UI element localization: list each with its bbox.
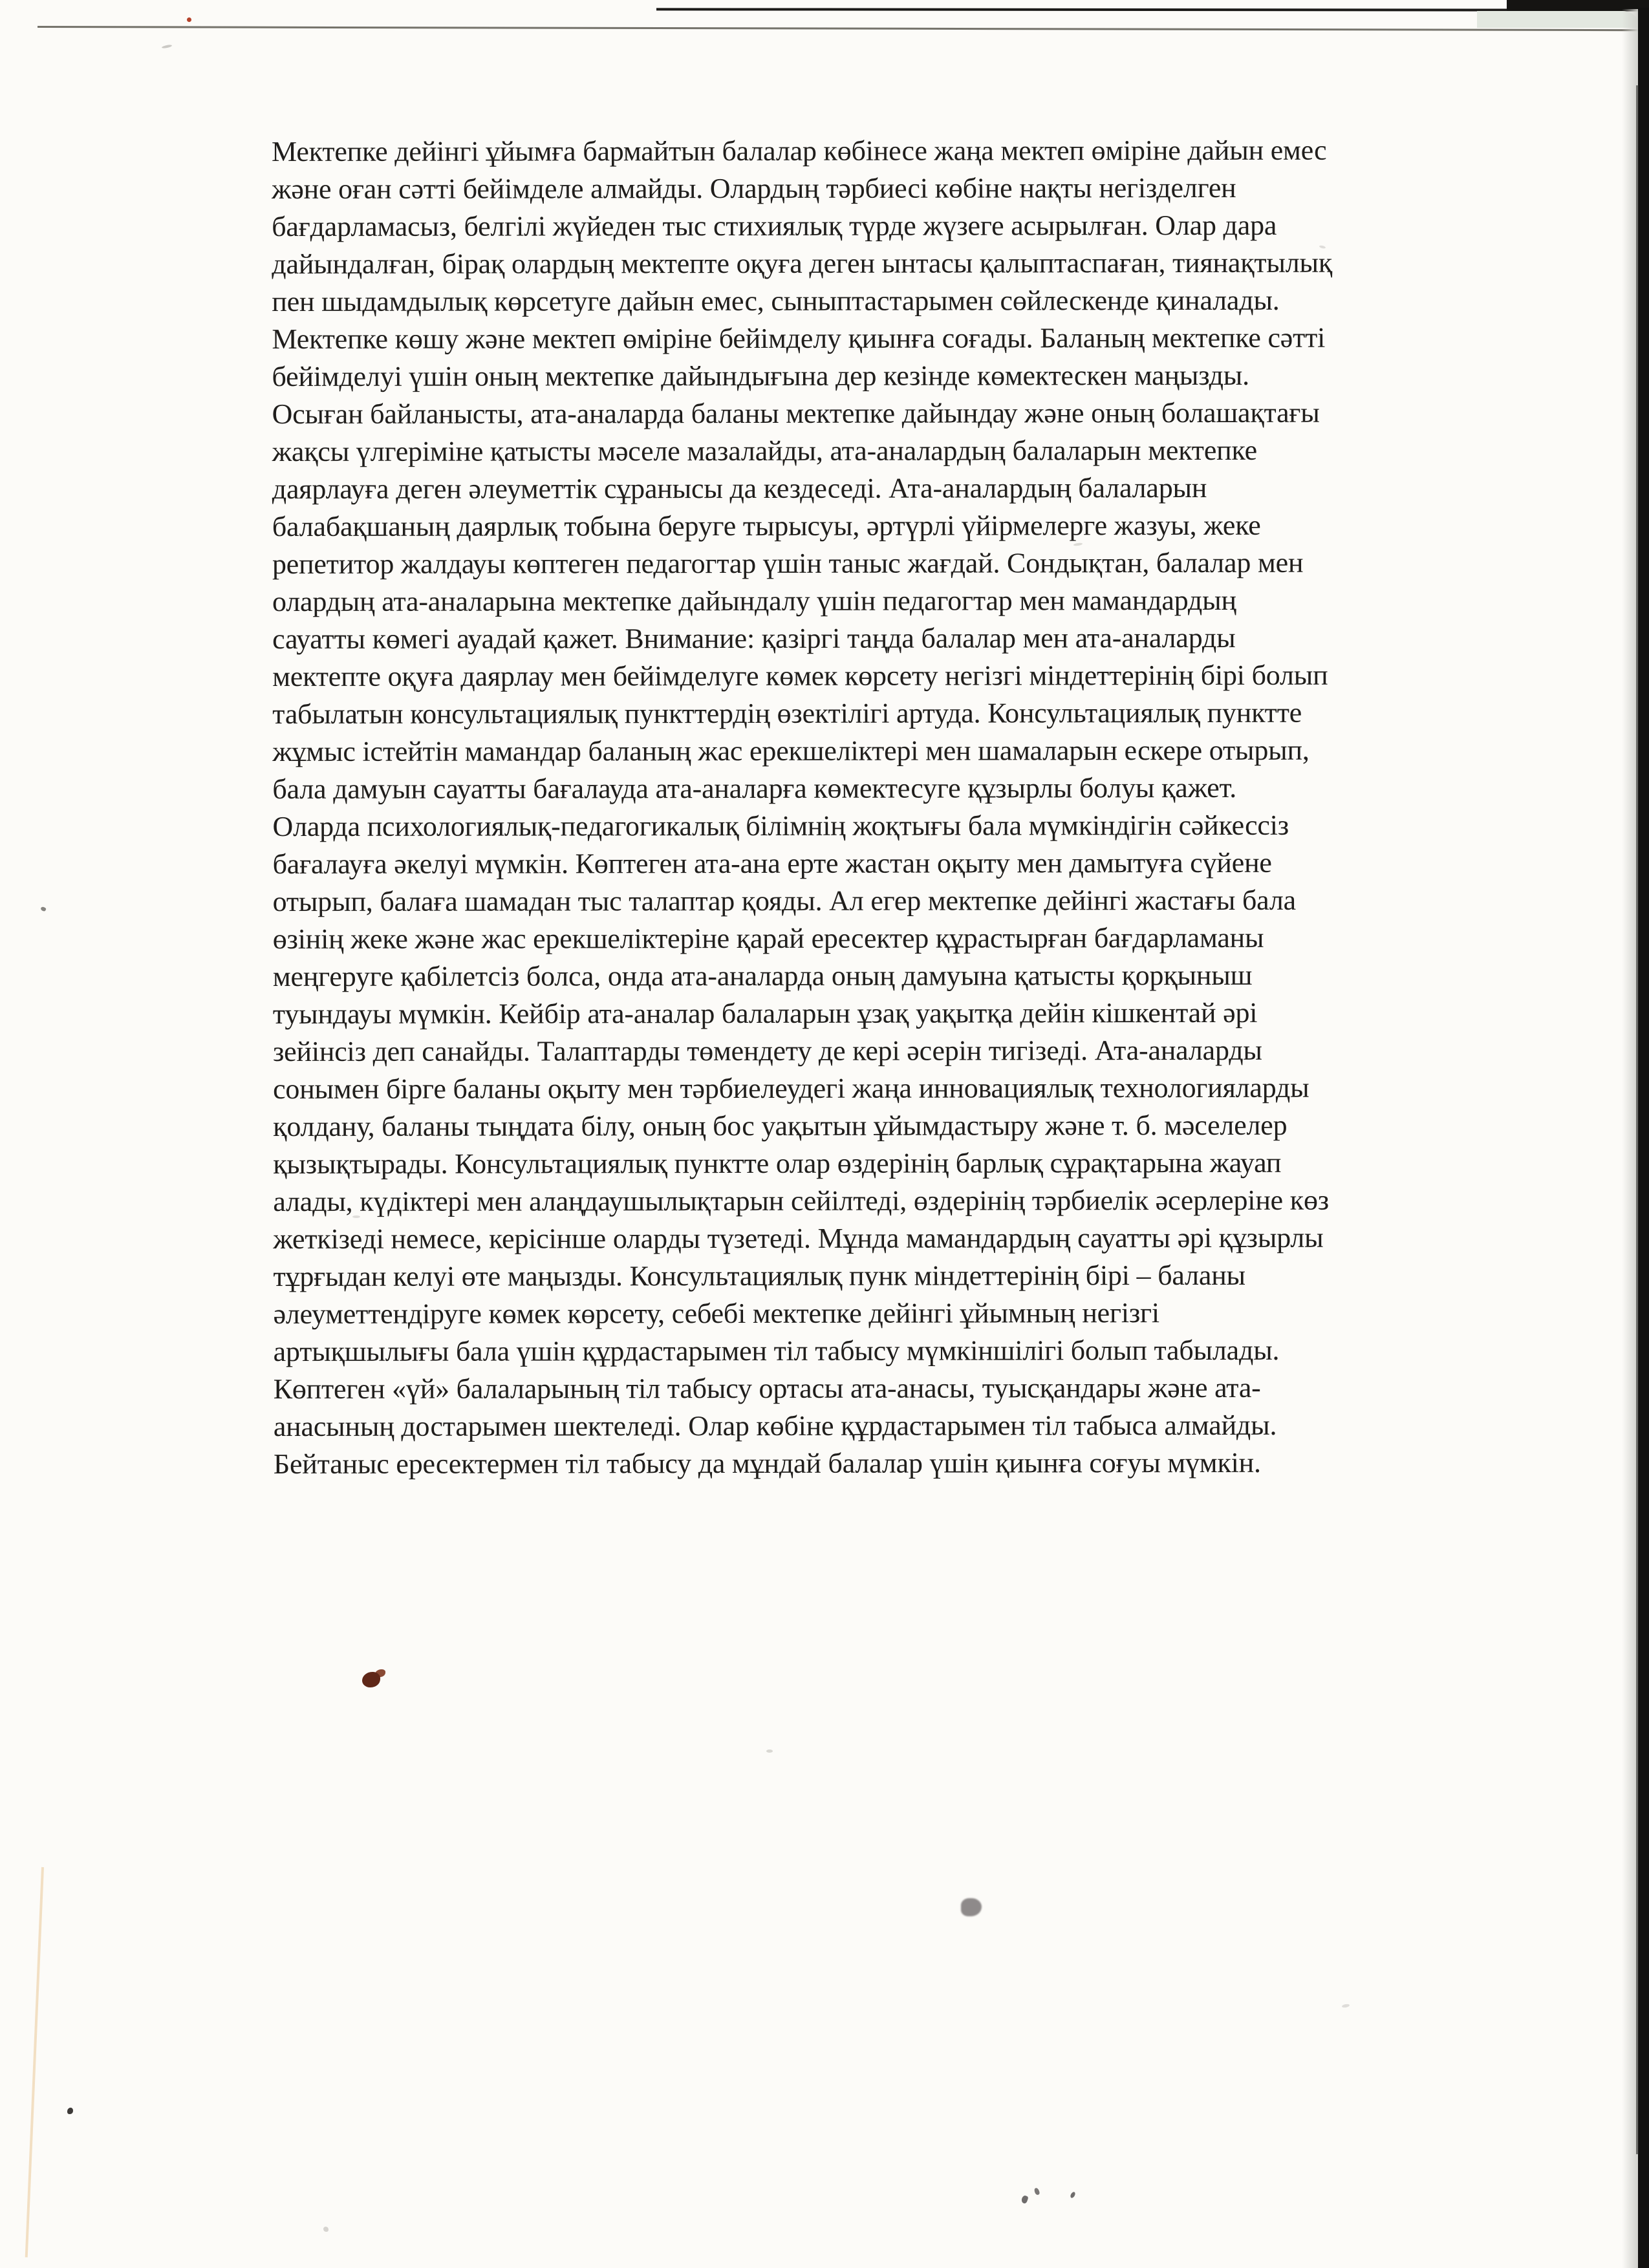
dust-speck bbox=[766, 1749, 773, 1753]
text-line: жұмыс істейтін мамандар баланың жас ерекшеліктері мен шамаларын ескере отырып, bbox=[272, 734, 1310, 767]
dust-speck bbox=[40, 906, 47, 912]
text-line: артықшылығы бала үшін құрдастарымен тіл табысу мүмкіншілігі болып табылады. bbox=[273, 1334, 1280, 1367]
red-dust-speck bbox=[187, 17, 191, 22]
text-line: олардың ата-аналарына мектепке дайындалу үшін педагогтар мен мамандардың bbox=[272, 584, 1236, 617]
dust-speck bbox=[67, 2108, 73, 2114]
dust-speck bbox=[162, 44, 172, 48]
text-line: мектепте оқуға даярлау мен бейімделуге көмек көрсету негізгі міндеттерінің бірі болып bbox=[272, 659, 1328, 692]
ink-splotch bbox=[362, 1672, 380, 1687]
text-line: тұрғыдан келуі өте маңызды. Консультациялық пунк міндеттерінің бірі – баланы bbox=[273, 1259, 1245, 1292]
dust-speck bbox=[1020, 2195, 1029, 2204]
scanner-right-edge-band bbox=[1638, 8, 1649, 2268]
text-line: жеткізеді немесе, керісінше оларды түзетеді. Мұнда мамандардың сауатты әрі құзырлы bbox=[273, 1221, 1324, 1255]
text-line: алады, күдіктері мен алаңдаушылықтарын сейілтеді, өздерінің тәрбиелік әсерлеріне көз bbox=[273, 1184, 1329, 1217]
text-line: даярлауға деген әлеуметтік сұранысы да кездеседі. Ата-аналардың балаларын bbox=[272, 471, 1207, 505]
text-line: табылатын консультациялық пункттердің өзектілігі артуда. Консультациялық пунктте bbox=[272, 696, 1302, 730]
text-line: Бейтаныс ересектермен тіл табысу да мұндай балалар үшін қиынға соғуы мүмкін. bbox=[273, 1446, 1261, 1480]
text-line: туындауы мүмкін. Кейбір ата-аналар балаларын ұзақ уақытқа дейін кішкентай әрі bbox=[272, 996, 1258, 1030]
text-line: бағалауға әкелуі мүмкін. Көптеген ата-ана ерте жастан оқыту мен дамытуға сүйене bbox=[272, 846, 1272, 880]
text-line: зейінсіз деп санайды. Талаптарды төмендету де кері әсерін тигізеді. Ата-аналарды bbox=[272, 1034, 1262, 1067]
text-line: репетитор жалдауы көптеген педагогтар үшін таныс жағдай. Сондықтан, балалар мен bbox=[272, 546, 1304, 580]
text-line: бала дамуын сауатты бағалауда ата-аналарға көмектесуге құзырлы болуы қажет. bbox=[272, 771, 1237, 805]
text-line: пен шыдамдылық көрсетуге дайын емес, сыныптастарымен сөйлескенде қиналады. bbox=[272, 284, 1280, 317]
text-line: әлеуметтендіруге көмек көрсету, себебі мектепке дейінгі ұйымның негізгі bbox=[273, 1297, 1159, 1330]
text-line: өзінің жеке және жас ерекшеліктеріне қарай ересектер құрастырған бағдарламаны bbox=[272, 921, 1264, 955]
page-top-edge-line bbox=[38, 26, 1640, 31]
text-line: Көптеген «үй» балаларының тіл табысу ортасы ата-анасы, туысқандары және ата- bbox=[273, 1371, 1261, 1405]
text-line: және оған сәтті бейімделе алмайды. Олардың тәрбиесі көбіне нақты негізделген bbox=[272, 171, 1236, 205]
dust-speck bbox=[1342, 2004, 1350, 2008]
text-line: қолдану, баланы тыңдата білу, оның бос уақытын ұйымдастыру және т. б. мәселелер bbox=[273, 1109, 1288, 1142]
gray-smudge bbox=[961, 1898, 982, 1916]
text-line: балабақшаның даярлық тобына беруге тырысуы, әртүрлі үйірмелерге жазуы, жеке bbox=[272, 509, 1261, 542]
text-line: сонымен бірге баланы оқыту мен тәрбиелеудегі жаңа инновациялық технологияларды bbox=[273, 1071, 1310, 1105]
page-corner-edge bbox=[1477, 11, 1640, 28]
text-line: Мектепке көшу және мектеп өміріне бейімделу қиынға соғады. Баланың мектепке сәтті bbox=[272, 321, 1326, 355]
dust-speck bbox=[1070, 2191, 1076, 2199]
text-line: Мектепке дейінгі ұйымға бармайтын балалар көбінесе жаңа мектеп өміріне дайын емес bbox=[272, 134, 1327, 167]
text-line: бейімделуі үшін оның мектепке дайындығына дер кезінде көмектескен маңызды. bbox=[272, 359, 1249, 392]
text-line: меңгеруге қабілетсіз болса, онда ата-аналарда оның дамуына қатысты қорқыныш bbox=[272, 959, 1253, 992]
text-line: бағдарламасыз, белгілі жүйеден тыс стихиялық түрде жүзеге асырылған. Олар дара bbox=[272, 209, 1277, 242]
text-line: қызықтырады. Консультациялық пунктте олар өздерінің барлық сұрақтарына жауап bbox=[273, 1146, 1282, 1180]
text-line: анасының достарымен шектеледі. Олар көбіне құрдастарымен тіл табыса алмайды. bbox=[273, 1409, 1277, 1442]
text-line: дайындалған, бірақ олардың мектепте оқуға деген ынтасы қалыптаспаған, тиянақтылық bbox=[272, 246, 1333, 280]
text-line: Осыған байланысты, ата-аналарда баланы мектепке дайындау және оның болашақтағы bbox=[272, 396, 1320, 430]
document-text-block bbox=[272, 131, 1515, 1483]
text-line: Оларда психологиялық-педагогикалық білімнің жоқтығы бала мүмкіндігін сәйкессіз bbox=[272, 809, 1289, 842]
dust-speck bbox=[1034, 2187, 1040, 2195]
paper-fold-line bbox=[25, 1867, 44, 2258]
dust-speck bbox=[323, 2227, 329, 2232]
text-line: отырып, балаға шамадан тыс талаптар қояды. Ал егер мектепке дейінгі жастағы бала bbox=[272, 884, 1297, 917]
text-line: жақсы үлгеріміне қатысты мәселе мазалайды, ата-аналардың балаларын мектепке bbox=[272, 434, 1257, 467]
text-line: сауатты көмегі ауадай қажет. Внимание: қазіргі таңда балалар мен ата-аналарды bbox=[272, 621, 1236, 655]
